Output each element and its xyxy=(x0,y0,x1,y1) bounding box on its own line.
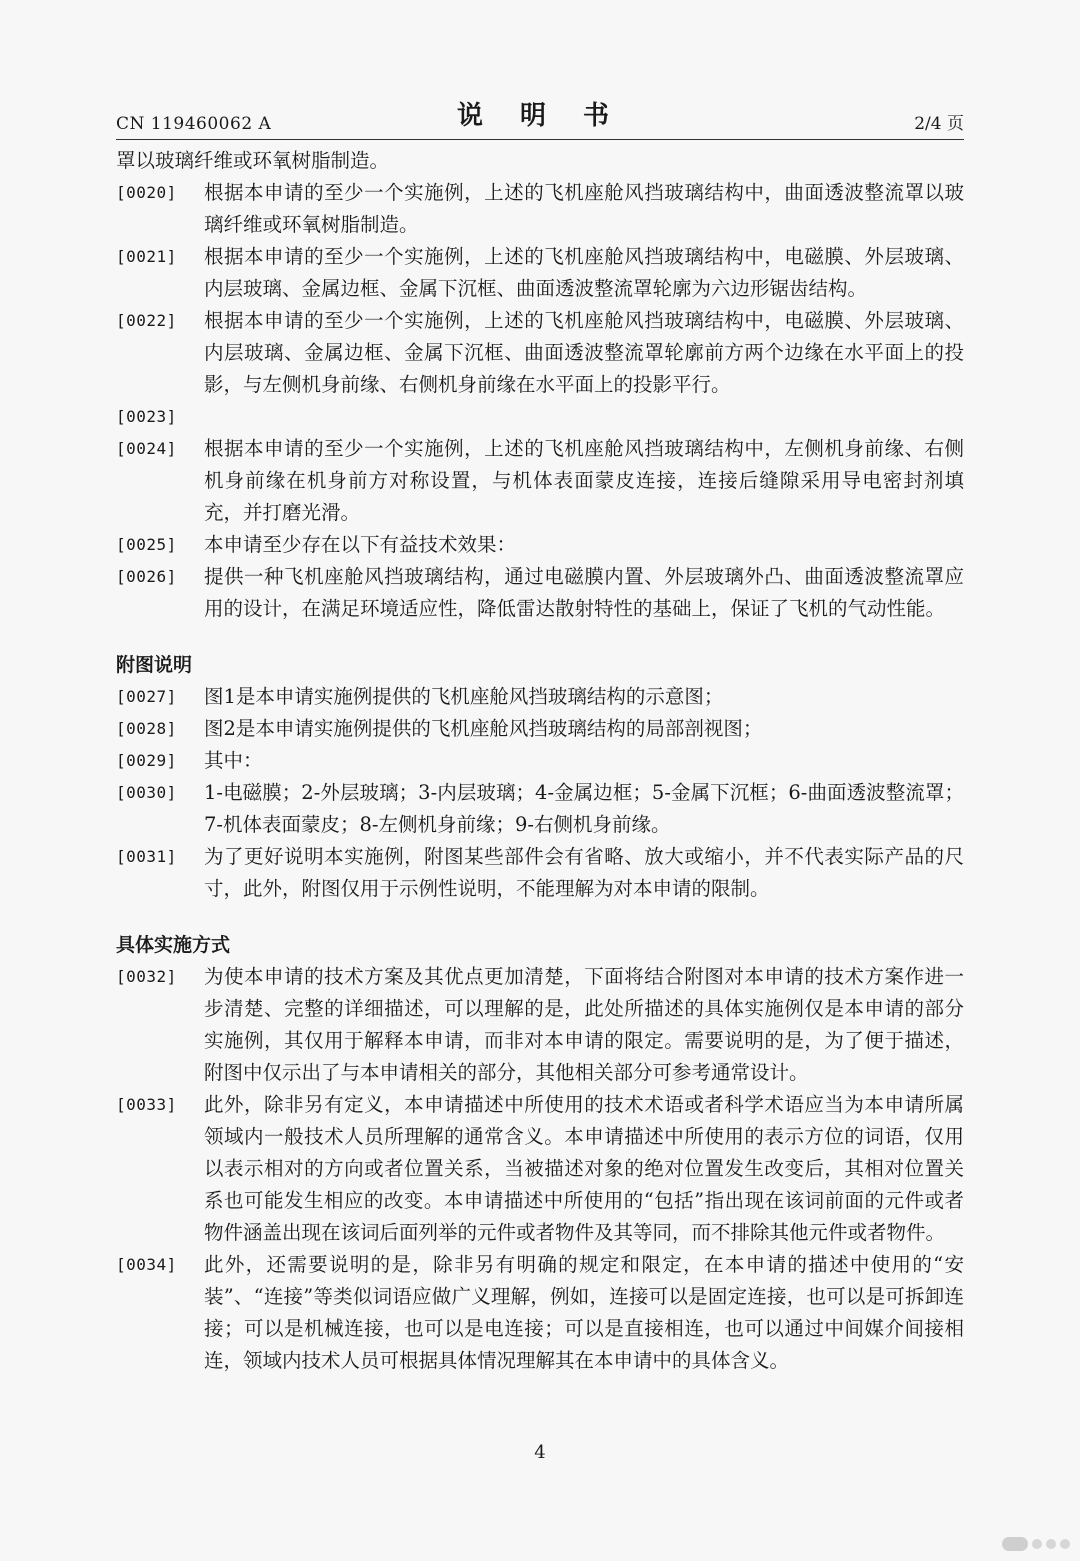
paragraph xyxy=(116,961,964,1089)
paragraph-number: [0020] xyxy=(116,183,177,202)
paragraph-number: [0028] xyxy=(116,719,177,738)
paragraph-number: [0032] xyxy=(116,967,177,986)
continued-text: 罩以玻璃纤维或环氧树脂制造。 xyxy=(116,149,390,172)
paragraph xyxy=(116,713,964,745)
paragraph xyxy=(116,433,964,529)
watermark-icon xyxy=(1002,1537,1028,1551)
section-heading-figures: 附图说明 xyxy=(116,654,193,676)
paragraph xyxy=(116,305,964,401)
page-header xyxy=(116,96,964,140)
paragraph-group-c xyxy=(116,961,964,1377)
paragraph-text: 此外，还需要说明的是，除非另有明确的规定和限定，在本申请的描述中使用的“安装”、“连接”等类似词语应做广义理解，例如，连接可以是固定连接，也可以是可拆卸连接；可以是机械连接，也可以是电连接；可以是直接相连，也可以通过中间媒介间接相连，领域内技术人员可根据具体情况理解其在本申请中的具体含义。 xyxy=(204,1253,964,1372)
paragraph xyxy=(116,401,964,433)
paragraph-text: 根据本申请的至少一个实施例，上述的飞机座舱风挡玻璃结构中，左侧机身前缘、右侧机身前缘在机身前方对称设置，与机体表面蒙皮连接，连接后缝隙采用导电密封剂填充，并打磨光滑。 xyxy=(204,437,964,524)
paragraph-number: [0026] xyxy=(116,567,177,586)
paragraph-text: 其中： xyxy=(204,749,263,772)
paragraph xyxy=(116,1089,964,1249)
paragraph xyxy=(116,841,964,905)
paragraph-text: 图2是本申请实施例提供的飞机座舱风挡玻璃结构的局部剖视图； xyxy=(204,717,763,740)
paragraph-text: 根据本申请的至少一个实施例，上述的飞机座舱风挡玻璃结构中，电磁膜、外层玻璃、内层玻璃、金属边框、金属下沉框、曲面透波整流罩轮廓为六边形锯齿结构。 xyxy=(204,245,964,300)
paragraph xyxy=(116,1249,964,1377)
paragraph-number: [0027] xyxy=(116,687,177,706)
paragraph-number: [0029] xyxy=(116,751,177,770)
paragraph-text: 提供一种飞机座舱风挡玻璃结构，通过电磁膜内置、外层玻璃外凸、曲面透波整流罩应用的设计，在满足环境适应性，降低雷达散射特性的基础上，保证了飞机的气动性能。 xyxy=(204,565,964,620)
watermark-dot xyxy=(1032,1539,1042,1549)
paragraph-text: 本申请至少存在以下有益技术效果： xyxy=(204,533,517,556)
paragraph-text: 此外，除非另有定义，本申请描述中所使用的技术术语或者科学术语应当为本申请所属领域内一般技术人员所理解的通常含义。本申请描述中所使用的表示方位的词语，仅用以表示相对的方向或者位置关系，当被描述对象的绝对位置发生改变后，其相对位置关系也可能发生相应的改变。本申请描述中所使用的“包括”指出现在该词前面的元件或者物件涵盖出现在该词后面列举的元件或者物件及其等同，而不排除其他元件或者物件。 xyxy=(204,1093,964,1244)
paragraph-number: [0021] xyxy=(116,247,177,266)
paragraph-text: 1-电磁膜；2-外层玻璃；3-内层玻璃；4-金属边框；5-金属下沉框；6-曲面透波整流罩；7-机体表面蒙皮；8-左侧机身前缘；9-右侧机身前缘。 xyxy=(204,781,964,836)
paragraph xyxy=(116,177,964,241)
paragraph-number: [0033] xyxy=(116,1095,177,1114)
paragraph-number: [0034] xyxy=(116,1255,177,1274)
watermark-dot xyxy=(1046,1539,1056,1549)
paragraph-text: 根据本申请的至少一个实施例，上述的飞机座舱风挡玻璃结构中，电磁膜、外层玻璃、内层玻璃、金属边框、金属下沉框、曲面透波整流罩轮廓前方两个边缘在水平面上的投影，与左侧机身前缘、右侧机身前缘在水平面上的投影平行。 xyxy=(204,309,964,396)
paragraph-text: 为了更好说明本实施例，附图某些部件会有省略、放大或缩小，并不代表实际产品的尺寸，此外，附图仅用于示例性说明，不能理解为对本申请的限制。 xyxy=(204,845,964,900)
paragraph-number: [0025] xyxy=(116,535,177,554)
paragraph-number: [0022] xyxy=(116,311,177,330)
paragraph-text: 为使本申请的技术方案及其优点更加清楚，下面将结合附图对本申请的技术方案作进一步清楚、完整的详细描述，可以理解的是，此处所描述的具体实施例仅是本申请的部分实施例，其仅用于解释本申请，而非对本申请的限定。需要说明的是，为了便于描述，附图中仅示出了与本申请相关的部分，其他相关部分可参考通常设计。 xyxy=(204,965,964,1084)
paragraph xyxy=(116,745,964,777)
page-of-indicator: 2/4 页 xyxy=(914,114,964,134)
paragraph xyxy=(116,777,964,841)
paragraph xyxy=(116,561,964,625)
paragraph-text: 根据本申请的至少一个实施例，上述的飞机座舱风挡玻璃结构中，曲面透波整流罩以玻璃纤维或环氧树脂制造。 xyxy=(204,181,964,236)
paragraph xyxy=(116,241,964,305)
paragraph-group-b xyxy=(116,681,964,905)
paragraph xyxy=(116,681,964,713)
paragraph-number: [0031] xyxy=(116,847,177,866)
paragraph-text xyxy=(204,401,964,433)
paragraph-number: [0023] xyxy=(116,407,177,426)
paragraph-group-a xyxy=(116,177,964,625)
page-number: 4 xyxy=(534,1442,546,1463)
document-number: CN 119460062 A xyxy=(116,114,272,134)
header-divider xyxy=(116,139,964,140)
paragraph xyxy=(116,529,964,561)
watermark xyxy=(1002,1537,1070,1551)
paragraph-text: 图1是本申请实施例提供的飞机座舱风挡玻璃结构的示意图； xyxy=(204,685,724,708)
paragraph-number: [0030] xyxy=(116,783,177,802)
document-title: 说 明 书 xyxy=(456,101,624,131)
paragraph-number: [0024] xyxy=(116,439,177,458)
document-body xyxy=(116,145,964,1377)
section-heading-embodiment: 具体实施方式 xyxy=(116,934,231,956)
watermark-dot xyxy=(1060,1539,1070,1549)
